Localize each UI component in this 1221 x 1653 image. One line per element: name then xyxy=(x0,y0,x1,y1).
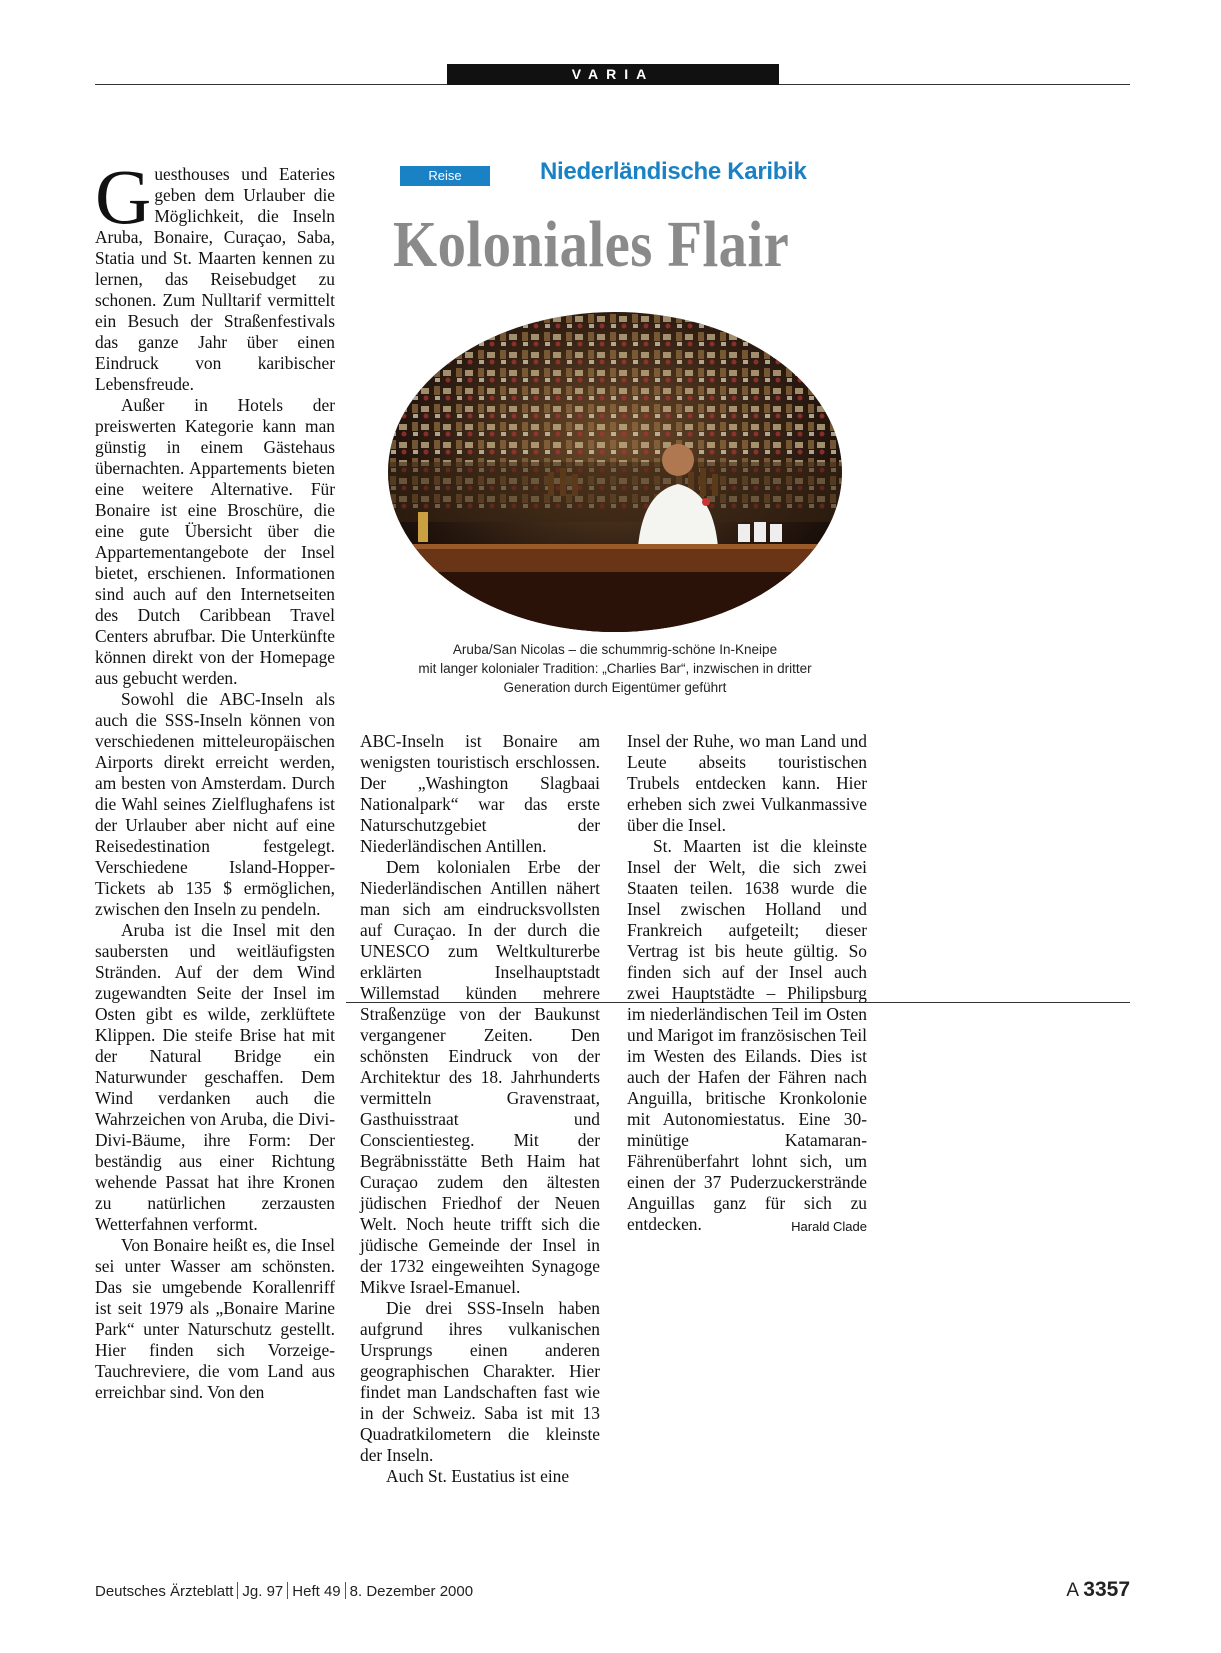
paragraph: Insel der Ruhe, wo man Land und Leute abseits touristischen Trubels entdecken kann. Hier erheben sich zwei Vulkanmassive über die Insel. xyxy=(627,731,867,835)
caption-line: Aruba/San Nicolas – die schummrig-schöne In-Kneipe xyxy=(452,642,778,657)
drop-cap: G xyxy=(95,153,152,240)
page-footer xyxy=(95,1578,1130,1601)
photo-caption xyxy=(380,640,850,697)
article-column-3 xyxy=(627,731,867,1237)
category-tag: Reise xyxy=(400,166,490,186)
caption-line: mit langer kolonialer Tradition: „Charlies Bar“, inzwischen in dritter xyxy=(418,661,812,676)
footer-separator xyxy=(287,1582,288,1599)
section-label: VARIA xyxy=(447,64,779,85)
article-kicker: Niederländische Karibik xyxy=(540,158,807,185)
paragraph: Von Bonaire heißt es, die Insel sei unter Wasser am schönsten. Das sie umgebende Korallenriff ist seit 1979 als „Bonaire Marine Park“ unter Naturschutz gestellt. Hier finden sich Vorzeige-Tauchreviere, die vom Land aus erreichbar sind. Von den xyxy=(95,1235,335,1402)
page-number: A 3357 xyxy=(1066,1578,1130,1601)
paragraph: St. Maarten ist die kleinste Insel der Welt, die sich zwei Staaten teilen. 1638 wurde die Insel zwischen Holland und Frankreich aufgeteilt; dieser Vertrag ist bis heute gültig. So finden sich auf der Insel auch zwei Hauptstädte – Philipsburg im niederländischen Teil im Osten und Marigot im französischen Teil im Westen des Eilands. Dies ist auch der Hafen der Fähren nach Anguilla, britische Kronkolonie mit Autonomiestatus. Eine 30-minütige Katamaran-Fährenüberfahrt lohnt sich, um einen der 37 Puderzuckerstrände Anguillas ganz für sich zu entdecken. Harald Clade xyxy=(627,836,867,1235)
paragraph: Aruba ist die Insel mit den saubersten und weitläufigsten Stränden. Auf der dem Wind zugewandten Seite der Insel im Osten gibt es wilde, zerklüftete Klippen. Die steife Brise hat mit der Natural Bridge ein Naturwunder geschaffen. Dem Wind verdanken auch die Wahrzeichen von Aruba, die Divi-Divi-Bäume, ihre Form: Der beständig aus einer Richtung wehende Passat hat ihre Kronen zu natürlichen zerzausten Wetterfahnen verformt. xyxy=(95,920,335,1234)
paragraph: Die drei SSS-Inseln haben aufgrund ihres vulkanischen Ursprungs einen anderen geographischen Charakter. Hier findet man Landschaften fast wie in der Schweiz. Saba ist mit 13 Quadratkilometern die kleinste der Inseln. xyxy=(360,1298,600,1465)
journal-issue: Heft 49 xyxy=(292,1583,341,1600)
article-headline: Koloniales Flair xyxy=(393,208,790,281)
footer-separator xyxy=(345,1582,346,1599)
paragraph: Guesthouses und Eateries geben dem Urlauber die Möglichkeit, die Inseln Aruba, Bonaire, Curaçao, Saba, Statia und St. Maarten kennen zu lernen, das Reisebudget zu schonen. Zum Nulltarif vermittelt ein Besuch der Straßenfestivals das ganze Jahr über einen Eindruck von karibischer Lebensfreude. xyxy=(95,153,335,394)
author-name: Harald Clade xyxy=(791,1219,867,1234)
article-column-1 xyxy=(95,153,335,1403)
journal-name: Deutsches Ärzteblatt xyxy=(95,1583,234,1600)
issue-date: 8. Dezember 2000 xyxy=(349,1583,474,1600)
caption-line: Generation durch Eigentümer geführt xyxy=(503,680,727,695)
paragraph: Dem kolonialen Erbe der Niederländischen Antillen nähert man sich am eindrucksvollsten auf Curaçao. In der durch die UNESCO zum Weltkulturerbe erklärten Inselhauptstadt Willemstad künden mehrere Straßenzüge von der Baukunst vergangener Zeiten. Den schönsten Eindruck von der Architektur des 18. Jahrhunderts vermitteln Gravenstraat, Gasthuisstraat und Conscientiesteg. Mit der Begräbnisstätte Beth Haim hat Curaçao zudem den ältesten jüdischen Friedhof der Neuen Welt. Noch heute trifft sich die jüdische Gemeinde der Insel in der 1732 eingeweihten Synagoge Mikve Israel-Emanuel. xyxy=(360,857,600,1297)
journal-volume: Jg. 97 xyxy=(242,1583,284,1600)
article-column-2 xyxy=(360,731,600,1487)
bar-photo xyxy=(388,312,842,632)
paragraph: ABC-Inseln ist Bonaire am wenigsten touristisch erschlossen. Der „Washington Slagbaai Nationalpark“ war das erste Naturschutzgebiet der Niederländischen Antillen. xyxy=(360,731,600,856)
footer-separator xyxy=(237,1582,238,1599)
paragraph: Sowohl die ABC-Inseln als auch die SSS-Inseln können von verschiedenen mitteleuropäischen Airports direkt erreicht werden, am besten von Amsterdam. Durch die Wahl seines Zielflughafens ist der Urlauber aber nicht auf eine Reisedestination festgelegt. Verschiedene Island-Hopper-Tickets ab 135 $ ermöglichen, zwischen den Inseln zu pendeln. xyxy=(95,689,335,919)
paragraph: Auch St. Eustatius ist eine xyxy=(386,1466,570,1486)
paragraph: Außer in Hotels der preiswerten Kategorie kann man günstig in einem Gästehaus übernachten. Appartements bieten eine weitere Alternative. Für Bonaire ist eine Broschüre, die eine gute Übersicht über die Appartementangebote der Insel bietet, erschienen. Informationen sind auch auf den Internetseiten des Dutch Caribbean Travel Centers abrufbar. Die Unterkünfte können direkt von der Homepage aus gebucht werden. xyxy=(95,395,335,688)
